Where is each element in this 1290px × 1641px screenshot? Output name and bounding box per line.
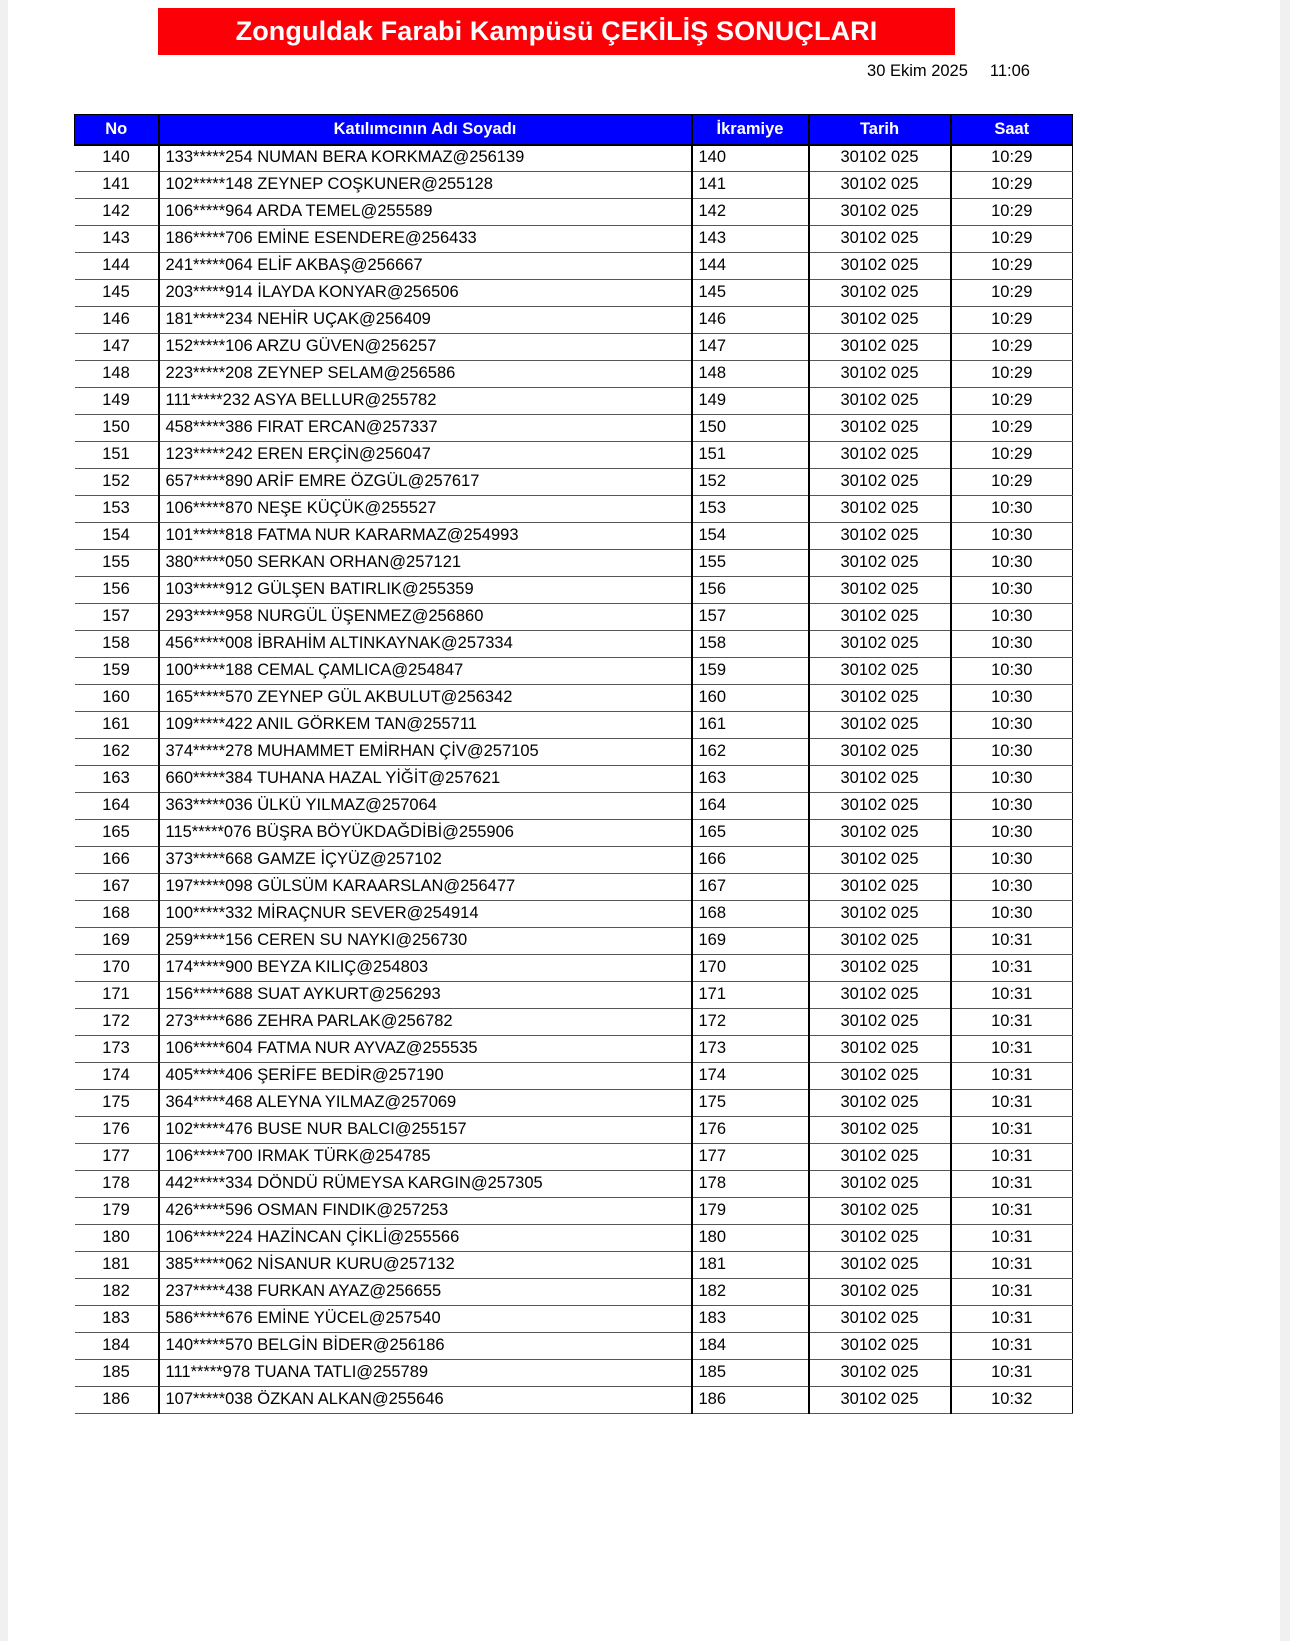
cell-prize: 184 <box>692 1333 809 1360</box>
cell-time: 10:30 <box>951 523 1073 550</box>
cell-date: 30102 025 <box>809 739 951 766</box>
report-time: 11:06 <box>989 62 1030 80</box>
cell-time: 10:31 <box>951 1090 1073 1117</box>
cell-no: 170 <box>75 955 159 982</box>
cell-no: 149 <box>75 388 159 415</box>
cell-participant-name: 100*****332 MİRAÇNUR SEVER@254914 <box>159 901 692 928</box>
cell-participant-name: 293*****958 NURGÜL ÜŞENMEZ@256860 <box>159 604 692 631</box>
cell-date: 30102 025 <box>809 1306 951 1333</box>
cell-no: 166 <box>75 847 159 874</box>
cell-date: 30102 025 <box>809 1387 951 1414</box>
cell-participant-name: 174*****900 BEYZA KILIÇ@254803 <box>159 955 692 982</box>
cell-participant-name: 111*****978 TUANA TATLI@255789 <box>159 1360 692 1387</box>
table-header <box>75 115 1073 145</box>
cell-no: 155 <box>75 550 159 577</box>
cell-participant-name: 102*****476 BUSE NUR BALCI@255157 <box>159 1117 692 1144</box>
table-row <box>75 307 1073 334</box>
table-row <box>75 550 1073 577</box>
cell-time: 10:31 <box>951 1036 1073 1063</box>
cell-date: 30102 025 <box>809 226 951 253</box>
cell-no: 148 <box>75 361 159 388</box>
cell-participant-name: 237*****438 FURKAN AYAZ@256655 <box>159 1279 692 1306</box>
cell-time: 10:29 <box>951 145 1073 172</box>
cell-participant-name: 657*****890 ARİF EMRE ÖZGÜL@257617 <box>159 469 692 496</box>
cell-date: 30102 025 <box>809 1171 951 1198</box>
cell-date: 30102 025 <box>809 388 951 415</box>
cell-date: 30102 025 <box>809 1252 951 1279</box>
report-date: 30 Ekim 2025 <box>867 62 968 80</box>
cell-prize: 170 <box>692 955 809 982</box>
cell-date: 30102 025 <box>809 604 951 631</box>
table-body <box>75 145 1073 1414</box>
cell-date: 30102 025 <box>809 928 951 955</box>
report-datetime <box>8 62 1030 81</box>
table-row <box>75 361 1073 388</box>
cell-no: 162 <box>75 739 159 766</box>
column-header-time: Saat <box>951 115 1073 145</box>
table-row <box>75 1090 1073 1117</box>
cell-time: 10:30 <box>951 766 1073 793</box>
cell-no: 186 <box>75 1387 159 1414</box>
cell-no: 156 <box>75 577 159 604</box>
cell-no: 142 <box>75 199 159 226</box>
table-row <box>75 766 1073 793</box>
cell-prize: 152 <box>692 469 809 496</box>
cell-time: 10:29 <box>951 334 1073 361</box>
cell-prize: 169 <box>692 928 809 955</box>
cell-time: 10:31 <box>951 1063 1073 1090</box>
cell-no: 173 <box>75 1036 159 1063</box>
table-row <box>75 199 1073 226</box>
cell-time: 10:31 <box>951 1306 1073 1333</box>
cell-participant-name: 156*****688 SUAT AYKURT@256293 <box>159 982 692 1009</box>
cell-participant-name: 364*****468 ALEYNA YILMAZ@257069 <box>159 1090 692 1117</box>
cell-no: 184 <box>75 1333 159 1360</box>
cell-no: 174 <box>75 1063 159 1090</box>
cell-prize: 174 <box>692 1063 809 1090</box>
cell-participant-name: 456*****008 İBRAHİM ALTINKAYNAK@257334 <box>159 631 692 658</box>
cell-prize: 175 <box>692 1090 809 1117</box>
cell-participant-name: 109*****422 ANIL GÖRKEM TAN@255711 <box>159 712 692 739</box>
cell-prize: 145 <box>692 280 809 307</box>
cell-time: 10:31 <box>951 928 1073 955</box>
cell-time: 10:30 <box>951 577 1073 604</box>
cell-date: 30102 025 <box>809 793 951 820</box>
cell-time: 10:29 <box>951 442 1073 469</box>
table-row <box>75 739 1073 766</box>
cell-no: 154 <box>75 523 159 550</box>
cell-participant-name: 115*****076 BÜŞRA BÖYÜKDAĞDİBİ@255906 <box>159 820 692 847</box>
cell-no: 143 <box>75 226 159 253</box>
cell-time: 10:29 <box>951 172 1073 199</box>
cell-no: 180 <box>75 1225 159 1252</box>
table-row <box>75 847 1073 874</box>
cell-date: 30102 025 <box>809 712 951 739</box>
table-row <box>75 901 1073 928</box>
cell-time: 10:31 <box>951 1198 1073 1225</box>
table-row <box>75 442 1073 469</box>
table-row <box>75 1036 1073 1063</box>
table-row <box>75 1144 1073 1171</box>
cell-time: 10:29 <box>951 280 1073 307</box>
cell-no: 150 <box>75 415 159 442</box>
table-row <box>75 1306 1073 1333</box>
table-row <box>75 1279 1073 1306</box>
cell-time: 10:29 <box>951 361 1073 388</box>
cell-prize: 154 <box>692 523 809 550</box>
table-row <box>75 874 1073 901</box>
cell-prize: 158 <box>692 631 809 658</box>
cell-participant-name: 223*****208 ZEYNEP SELAM@256586 <box>159 361 692 388</box>
cell-no: 145 <box>75 280 159 307</box>
cell-date: 30102 025 <box>809 1198 951 1225</box>
cell-no: 172 <box>75 1009 159 1036</box>
cell-date: 30102 025 <box>809 1036 951 1063</box>
cell-no: 153 <box>75 496 159 523</box>
cell-participant-name: 106*****700 IRMAK TÜRK@254785 <box>159 1144 692 1171</box>
cell-prize: 179 <box>692 1198 809 1225</box>
cell-no: 160 <box>75 685 159 712</box>
table-row <box>75 1333 1073 1360</box>
cell-participant-name: 374*****278 MUHAMMET EMİRHAN ÇİV@257105 <box>159 739 692 766</box>
cell-date: 30102 025 <box>809 685 951 712</box>
cell-participant-name: 197*****098 GÜLSÜM KARAARSLAN@256477 <box>159 874 692 901</box>
table-row <box>75 226 1073 253</box>
cell-time: 10:30 <box>951 604 1073 631</box>
cell-prize: 155 <box>692 550 809 577</box>
cell-date: 30102 025 <box>809 415 951 442</box>
cell-date: 30102 025 <box>809 496 951 523</box>
column-header-prize: İkramiye <box>692 115 809 145</box>
cell-time: 10:30 <box>951 793 1073 820</box>
cell-prize: 180 <box>692 1225 809 1252</box>
cell-prize: 181 <box>692 1252 809 1279</box>
cell-no: 168 <box>75 901 159 928</box>
cell-participant-name: 106*****604 FATMA NUR AYVAZ@255535 <box>159 1036 692 1063</box>
cell-prize: 186 <box>692 1387 809 1414</box>
cell-date: 30102 025 <box>809 361 951 388</box>
table-row <box>75 928 1073 955</box>
cell-time: 10:30 <box>951 739 1073 766</box>
cell-no: 176 <box>75 1117 159 1144</box>
cell-prize: 163 <box>692 766 809 793</box>
cell-participant-name: 106*****964 ARDA TEMEL@255589 <box>159 199 692 226</box>
cell-prize: 161 <box>692 712 809 739</box>
cell-prize: 176 <box>692 1117 809 1144</box>
cell-date: 30102 025 <box>809 307 951 334</box>
cell-time: 10:29 <box>951 226 1073 253</box>
cell-prize: 147 <box>692 334 809 361</box>
cell-no: 169 <box>75 928 159 955</box>
cell-prize: 178 <box>692 1171 809 1198</box>
cell-prize: 153 <box>692 496 809 523</box>
table-row <box>75 523 1073 550</box>
cell-date: 30102 025 <box>809 1225 951 1252</box>
cell-participant-name: 101*****818 FATMA NUR KARARMAZ@254993 <box>159 523 692 550</box>
cell-time: 10:31 <box>951 1144 1073 1171</box>
cell-participant-name: 106*****224 HAZİNCAN ÇİKLİ@255566 <box>159 1225 692 1252</box>
cell-time: 10:31 <box>951 1225 1073 1252</box>
cell-date: 30102 025 <box>809 1279 951 1306</box>
column-header-no: No <box>75 115 159 145</box>
cell-date: 30102 025 <box>809 820 951 847</box>
cell-time: 10:30 <box>951 847 1073 874</box>
table-row <box>75 496 1073 523</box>
cell-prize: 185 <box>692 1360 809 1387</box>
cell-date: 30102 025 <box>809 658 951 685</box>
cell-time: 10:31 <box>951 1333 1073 1360</box>
cell-prize: 183 <box>692 1306 809 1333</box>
table-row <box>75 145 1073 172</box>
cell-no: 151 <box>75 442 159 469</box>
cell-participant-name: 426*****596 OSMAN FINDIK@257253 <box>159 1198 692 1225</box>
cell-date: 30102 025 <box>809 631 951 658</box>
cell-time: 10:31 <box>951 1009 1073 1036</box>
cell-time: 10:29 <box>951 253 1073 280</box>
table-row <box>75 1360 1073 1387</box>
cell-time: 10:30 <box>951 550 1073 577</box>
cell-participant-name: 405*****406 ŞERİFE BEDİR@257190 <box>159 1063 692 1090</box>
cell-prize: 164 <box>692 793 809 820</box>
cell-time: 10:30 <box>951 712 1073 739</box>
table-row <box>75 334 1073 361</box>
cell-prize: 148 <box>692 361 809 388</box>
cell-date: 30102 025 <box>809 874 951 901</box>
table-row <box>75 955 1073 982</box>
cell-time: 10:32 <box>951 1387 1073 1414</box>
cell-no: 144 <box>75 253 159 280</box>
cell-time: 10:29 <box>951 415 1073 442</box>
cell-prize: 156 <box>692 577 809 604</box>
cell-no: 175 <box>75 1090 159 1117</box>
table-row <box>75 280 1073 307</box>
cell-no: 177 <box>75 1144 159 1171</box>
cell-no: 158 <box>75 631 159 658</box>
cell-no: 178 <box>75 1171 159 1198</box>
cell-prize: 162 <box>692 739 809 766</box>
cell-participant-name: 458*****386 FIRAT ERCAN@257337 <box>159 415 692 442</box>
cell-no: 164 <box>75 793 159 820</box>
cell-date: 30102 025 <box>809 199 951 226</box>
table-row <box>75 712 1073 739</box>
cell-no: 147 <box>75 334 159 361</box>
cell-prize: 159 <box>692 658 809 685</box>
cell-date: 30102 025 <box>809 550 951 577</box>
cell-prize: 149 <box>692 388 809 415</box>
cell-date: 30102 025 <box>809 847 951 874</box>
cell-date: 30102 025 <box>809 442 951 469</box>
cell-participant-name: 102*****148 ZEYNEP COŞKUNER@255128 <box>159 172 692 199</box>
cell-prize: 150 <box>692 415 809 442</box>
results-table <box>74 114 1073 1414</box>
cell-time: 10:31 <box>951 1360 1073 1387</box>
table-row <box>75 1063 1073 1090</box>
table-row <box>75 415 1073 442</box>
cell-time: 10:29 <box>951 469 1073 496</box>
cell-participant-name: 385*****062 NİSANUR KURU@257132 <box>159 1252 692 1279</box>
cell-participant-name: 373*****668 GAMZE İÇYÜZ@257102 <box>159 847 692 874</box>
cell-no: 181 <box>75 1252 159 1279</box>
cell-participant-name: 442*****334 DÖNDÜ RÜMEYSA KARGIN@257305 <box>159 1171 692 1198</box>
cell-participant-name: 123*****242 EREN ERÇİN@256047 <box>159 442 692 469</box>
table-row <box>75 820 1073 847</box>
cell-time: 10:31 <box>951 1279 1073 1306</box>
cell-participant-name: 660*****384 TUHANA HAZAL YİĞİT@257621 <box>159 766 692 793</box>
cell-no: 182 <box>75 1279 159 1306</box>
cell-date: 30102 025 <box>809 577 951 604</box>
cell-prize: 140 <box>692 145 809 172</box>
cell-time: 10:29 <box>951 307 1073 334</box>
cell-participant-name: 107*****038 ÖZKAN ALKAN@255646 <box>159 1387 692 1414</box>
cell-no: 165 <box>75 820 159 847</box>
table-header-row <box>75 115 1073 145</box>
cell-no: 167 <box>75 874 159 901</box>
cell-date: 30102 025 <box>809 901 951 928</box>
cell-prize: 168 <box>692 901 809 928</box>
cell-prize: 171 <box>692 982 809 1009</box>
cell-time: 10:30 <box>951 820 1073 847</box>
cell-participant-name: 186*****706 EMİNE ESENDERE@256433 <box>159 226 692 253</box>
cell-participant-name: 100*****188 CEMAL ÇAMLICA@254847 <box>159 658 692 685</box>
table-row <box>75 388 1073 415</box>
cell-no: 183 <box>75 1306 159 1333</box>
table-row <box>75 631 1073 658</box>
cell-participant-name: 103*****912 GÜLŞEN BATIRLIK@255359 <box>159 577 692 604</box>
cell-prize: 141 <box>692 172 809 199</box>
table-row <box>75 1387 1073 1414</box>
cell-time: 10:29 <box>951 388 1073 415</box>
table-row <box>75 172 1073 199</box>
table-row <box>75 469 1073 496</box>
cell-date: 30102 025 <box>809 145 951 172</box>
cell-participant-name: 259*****156 CEREN SU NAYKI@256730 <box>159 928 692 955</box>
cell-no: 163 <box>75 766 159 793</box>
cell-no: 152 <box>75 469 159 496</box>
cell-participant-name: 586*****676 EMİNE YÜCEL@257540 <box>159 1306 692 1333</box>
cell-participant-name: 165*****570 ZEYNEP GÜL AKBULUT@256342 <box>159 685 692 712</box>
cell-no: 141 <box>75 172 159 199</box>
cell-time: 10:30 <box>951 496 1073 523</box>
cell-participant-name: 203*****914 İLAYDA KONYAR@256506 <box>159 280 692 307</box>
cell-participant-name: 363*****036 ÜLKÜ YILMAZ@257064 <box>159 793 692 820</box>
cell-prize: 177 <box>692 1144 809 1171</box>
cell-prize: 166 <box>692 847 809 874</box>
cell-no: 140 <box>75 145 159 172</box>
cell-prize: 143 <box>692 226 809 253</box>
cell-prize: 167 <box>692 874 809 901</box>
cell-participant-name: 152*****106 ARZU GÜVEN@256257 <box>159 334 692 361</box>
cell-participant-name: 133*****254 NUMAN BERA KORKMAZ@256139 <box>159 145 692 172</box>
cell-participant-name: 380*****050 SERKAN ORHAN@257121 <box>159 550 692 577</box>
title-banner <box>158 8 955 55</box>
cell-participant-name: 111*****232 ASYA BELLUR@255782 <box>159 388 692 415</box>
table-row <box>75 658 1073 685</box>
cell-no: 159 <box>75 658 159 685</box>
cell-date: 30102 025 <box>809 469 951 496</box>
table-row <box>75 685 1073 712</box>
column-header-name: Katılımcının Adı Soyadı <box>159 115 692 145</box>
cell-participant-name: 241*****064 ELİF AKBAŞ@256667 <box>159 253 692 280</box>
cell-prize: 144 <box>692 253 809 280</box>
cell-date: 30102 025 <box>809 982 951 1009</box>
table-row <box>75 577 1073 604</box>
cell-participant-name: 181*****234 NEHİR UÇAK@256409 <box>159 307 692 334</box>
cell-date: 30102 025 <box>809 334 951 361</box>
cell-date: 30102 025 <box>809 1063 951 1090</box>
cell-time: 10:30 <box>951 901 1073 928</box>
table-row <box>75 1225 1073 1252</box>
cell-no: 161 <box>75 712 159 739</box>
cell-date: 30102 025 <box>809 1009 951 1036</box>
table-row <box>75 1198 1073 1225</box>
cell-no: 179 <box>75 1198 159 1225</box>
cell-time: 10:31 <box>951 955 1073 982</box>
cell-date: 30102 025 <box>809 523 951 550</box>
cell-participant-name: 140*****570 BELGİN BİDER@256186 <box>159 1333 692 1360</box>
results-table-container <box>74 114 1072 1414</box>
cell-prize: 165 <box>692 820 809 847</box>
cell-prize: 146 <box>692 307 809 334</box>
cell-prize: 157 <box>692 604 809 631</box>
cell-no: 157 <box>75 604 159 631</box>
table-row <box>75 253 1073 280</box>
cell-date: 30102 025 <box>809 253 951 280</box>
cell-time: 10:31 <box>951 982 1073 1009</box>
table-row <box>75 1009 1073 1036</box>
cell-prize: 182 <box>692 1279 809 1306</box>
cell-prize: 160 <box>692 685 809 712</box>
cell-date: 30102 025 <box>809 1090 951 1117</box>
cell-time: 10:30 <box>951 685 1073 712</box>
cell-prize: 172 <box>692 1009 809 1036</box>
table-row <box>75 1117 1073 1144</box>
table-row <box>75 793 1073 820</box>
cell-prize: 142 <box>692 199 809 226</box>
cell-participant-name: 273*****686 ZEHRA PARLAK@256782 <box>159 1009 692 1036</box>
cell-date: 30102 025 <box>809 766 951 793</box>
cell-time: 10:31 <box>951 1171 1073 1198</box>
cell-date: 30102 025 <box>809 280 951 307</box>
cell-time: 10:31 <box>951 1117 1073 1144</box>
column-header-date: Tarih <box>809 115 951 145</box>
cell-time: 10:30 <box>951 631 1073 658</box>
table-row <box>75 1171 1073 1198</box>
cell-time: 10:31 <box>951 1252 1073 1279</box>
page-title: Zonguldak Farabi Kampüsü ÇEKİLİŞ SONUÇLARI <box>235 16 878 46</box>
cell-date: 30102 025 <box>809 172 951 199</box>
table-row <box>75 604 1073 631</box>
cell-date: 30102 025 <box>809 1144 951 1171</box>
cell-participant-name: 106*****870 NEŞE KÜÇÜK@255527 <box>159 496 692 523</box>
cell-time: 10:29 <box>951 199 1073 226</box>
cell-date: 30102 025 <box>809 1333 951 1360</box>
cell-no: 146 <box>75 307 159 334</box>
cell-time: 10:30 <box>951 874 1073 901</box>
cell-date: 30102 025 <box>809 1360 951 1387</box>
cell-prize: 173 <box>692 1036 809 1063</box>
cell-prize: 151 <box>692 442 809 469</box>
cell-no: 185 <box>75 1360 159 1387</box>
cell-date: 30102 025 <box>809 955 951 982</box>
table-row <box>75 982 1073 1009</box>
table-row <box>75 1252 1073 1279</box>
cell-no: 171 <box>75 982 159 1009</box>
cell-date: 30102 025 <box>809 1117 951 1144</box>
cell-time: 10:30 <box>951 658 1073 685</box>
